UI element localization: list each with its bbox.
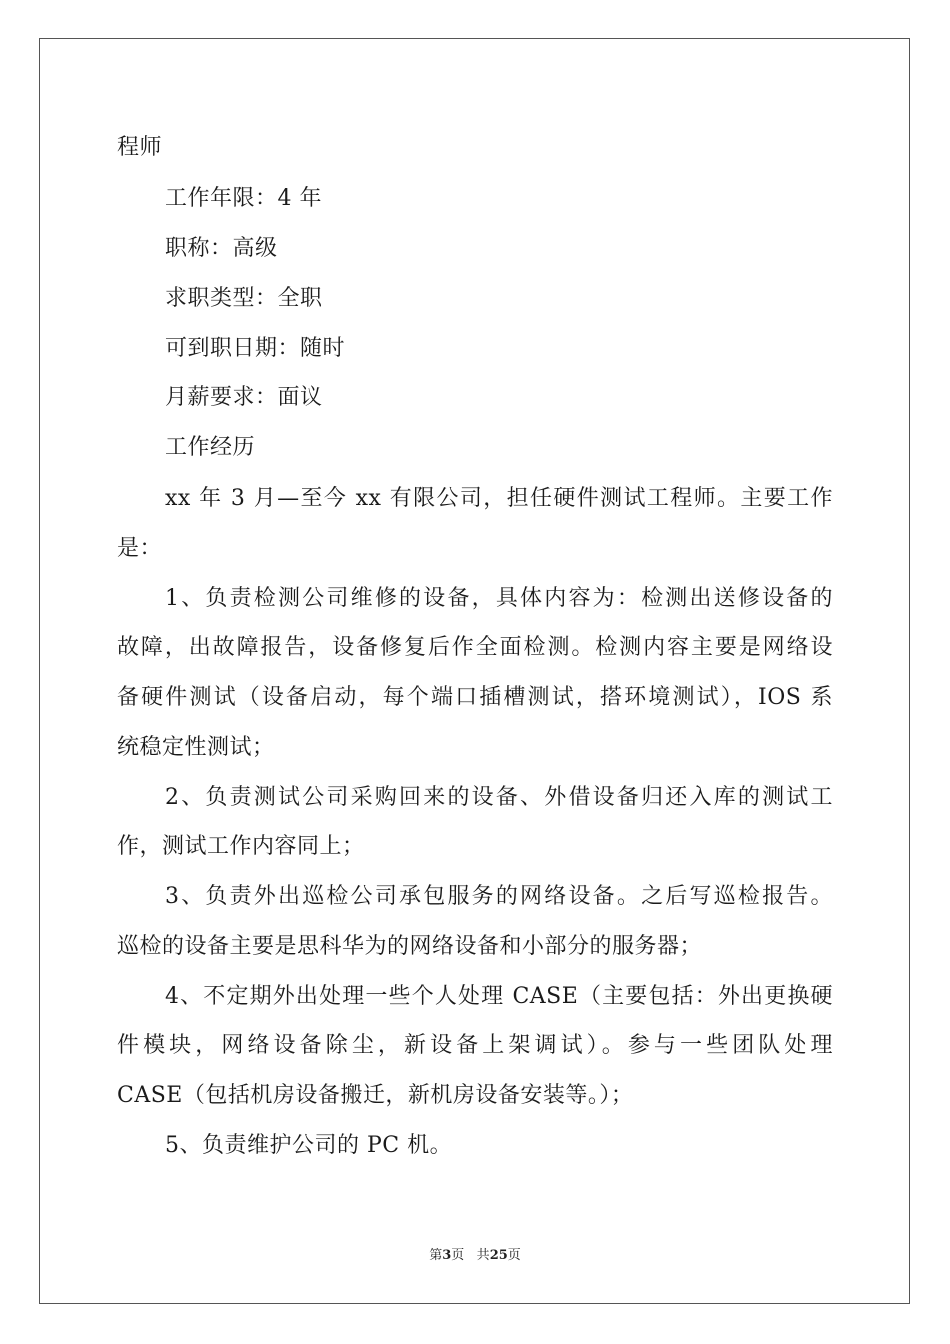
field-available-date: 可到职日期：随时 xyxy=(165,336,346,361)
footer-page-prefix: 第 xyxy=(429,1248,443,1263)
duty-1-line-4: 统稳定性测试； xyxy=(117,735,275,760)
duty-2-line-1: 2、负责测试公司采购回来的设备、外借设备归还入库的测试工 xyxy=(165,785,833,810)
footer-total-pages: 25 xyxy=(489,1248,508,1263)
duty-5-line-1: 5、负责维护公司的 PC 机。 xyxy=(165,1133,453,1158)
footer-page-number: 3 xyxy=(442,1248,452,1263)
duty-1-line-1: 1、负责检测公司维修的设备，具体内容为：检测出送修设备的 xyxy=(165,586,833,611)
duty-4-line-3: CASE（包括机房设备搬迁，新机房设备安装等。）； xyxy=(117,1083,634,1108)
footer-total-prefix: 共 xyxy=(476,1248,490,1263)
text-line-1: 程师 xyxy=(117,135,163,160)
duty-3-line-2: 巡检的设备主要是思科华为的网络设备和小部分的服务器； xyxy=(117,934,703,959)
experience-line-1: xx 年 3 月—至今 xx 有限公司，担任硬件测试工程师。主要工作 xyxy=(165,486,833,511)
footer-total-suffix: 页 xyxy=(507,1248,521,1263)
experience-line-2: 是： xyxy=(117,536,163,561)
field-work-years: 工作年限：4 年 xyxy=(165,186,322,211)
page-border xyxy=(39,38,910,1304)
duty-4-line-1: 4、不定期外出处理一些个人处理 CASE（主要包括：外出更换硬 xyxy=(165,984,833,1009)
field-title: 职称：高级 xyxy=(165,236,278,261)
section-heading-work-experience: 工作经历 xyxy=(165,435,256,460)
field-salary: 月薪要求：面议 xyxy=(165,385,323,410)
footer-page-suffix: 页 xyxy=(451,1248,465,1263)
page-footer xyxy=(0,1248,950,1264)
duty-1-line-2: 故障，出故障报告，设备修复后作全面检测。检测内容主要是网络设 xyxy=(117,635,833,660)
duty-2-line-2: 作，测试工作内容同上； xyxy=(117,834,365,859)
duty-1-line-3: 备硬件测试（设备启动，每个端口插槽测试，搭环境测试），IOS 系 xyxy=(117,685,833,710)
duty-4-line-2: 件模块，网络设备除尘，新设备上架调试）。参与一些团队处理 xyxy=(117,1033,833,1058)
duty-3-line-1: 3、负责外出巡检公司承包服务的网络设备。之后写巡检报告。 xyxy=(165,884,833,909)
field-job-type: 求职类型：全职 xyxy=(165,286,323,311)
